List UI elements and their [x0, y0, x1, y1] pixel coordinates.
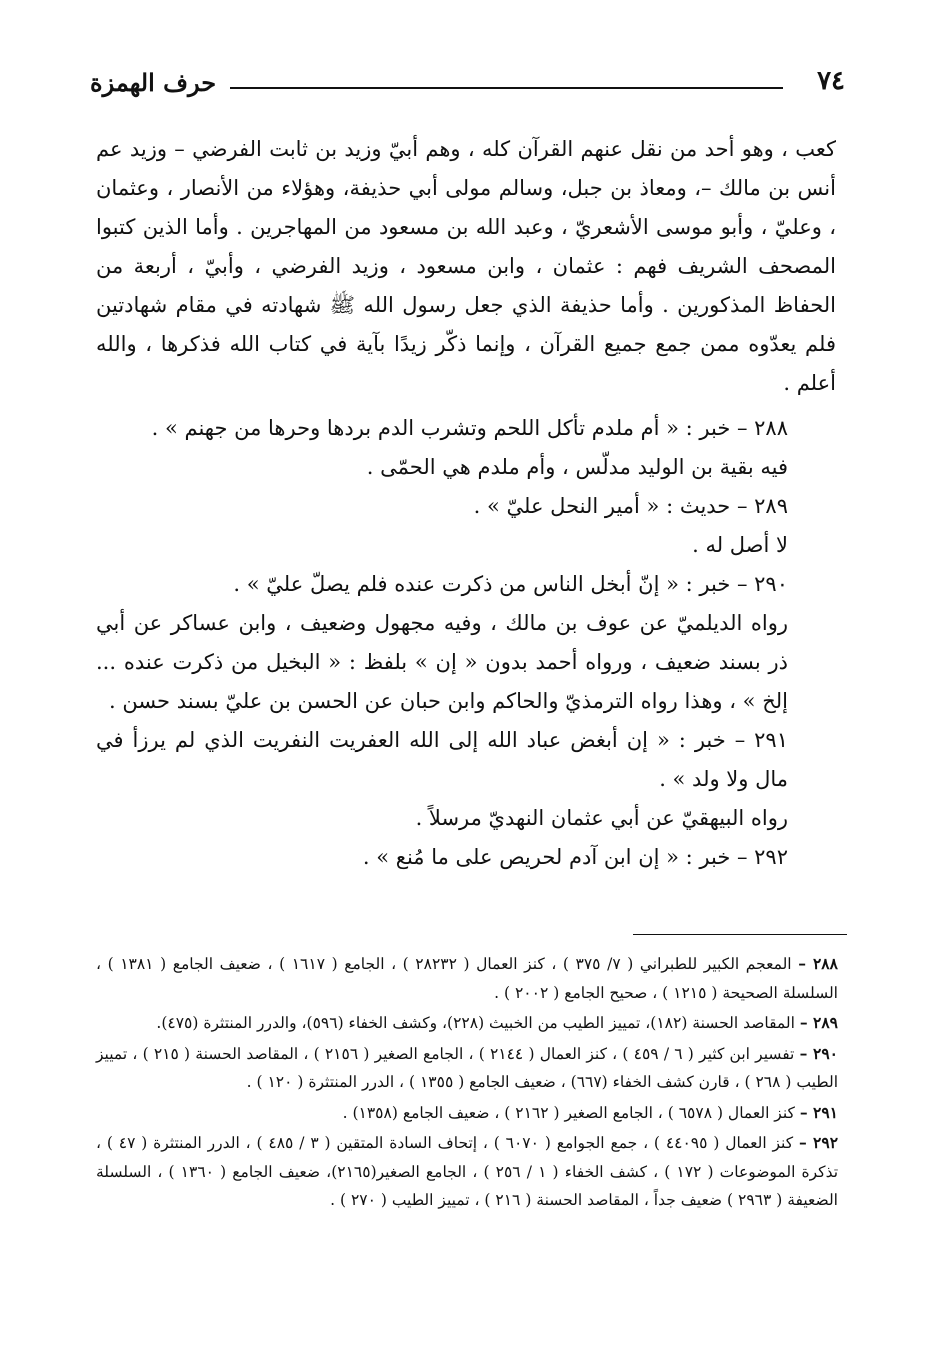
footnote-number: ٢٩٢ – [798, 1133, 839, 1152]
footnote-number: ٢٨٩ – [799, 1013, 838, 1032]
footnote-291 [96, 1099, 838, 1128]
footnote-number: ٢٩١ – [799, 1102, 838, 1122]
footnote-288 [96, 950, 838, 1007]
footnote-289 [96, 1009, 838, 1038]
footnote-292 [96, 1129, 838, 1215]
main-text [96, 130, 836, 877]
intro-paragraph: كعب ، وهو أحد من نقل عنهم القرآن كله ، وهم أبيّ وزيد بن ثابت الفرضي – وزيد عم أنس بن مالك –، ومعاذ بن جبل، وسالم مولى أبي حذيفة، وهؤلاء من الأنصار ، وعثمان ، وعليّ ، وأبو موسى الأشعريّ ، وعبد الله بن مسعود من المهاجرين . وأما الذين كتبوا المصحف الشريف فهم : عثمان ، وابن مسعود ، وزيد الفرضي ، وأبيّ ، أربعة من الحفاظ المذكورين . وأما حذيفة الذي جعل رسول الله ﷺ شهادته في مقام شهادتين فلم يعدّوه ممن جمع جميع القرآن ، وإنما ذكّر زيدًا بآية في كتاب الله فذكرها ، والله أعلم . [96, 137, 836, 395]
footnote-text: كنز العمال ( ٤٤٠٩٥ ) ، جمع الجوامع ( ٦٠٧٠ ) ، إتحاف السادة المتقين ( ٣ / ٤٨٥ ) ، الدرر المنتثرة ( ٤٧ ) ، تذكرة الموضوعات ( ١٧٢ ) ، كشف الخفاء ( ١ / ٢٥٦ ) ، الجامع الصغير(٢١٦٥)، ضعيف الجامع ( ١٣٦٠ ) ، السلسلة الضعيفة ( ٢٩٦٣ ) ضعيف جداً ، المقاصد الحسنة ( ٢١٦ ) ، تمييز الطيب ( ٢٧٠ ) . [96, 1134, 839, 1209]
entry-291-commentary: رواه البيهقيّ عن أبي عثمان النهديّ مرسلاً . [415, 806, 788, 830]
footnote-separator [633, 934, 847, 935]
entry-288-hadith: ٢٨٨ – خبر : « أم ملدم تأكل اللحم وتشرب الدم بردها وحرها من جهنم » . [151, 416, 788, 440]
footnote-number: ٢٩٠ – [799, 1043, 838, 1063]
chapter-title: حرف الهمزة [90, 68, 217, 97]
footnote-text: المعجم الكبير للطبراني ( ٧/ ٣٧٥ ) ، كنز العمال ( ٢٨٢٣٢ ) ، الجامع ( ١٦١٧ ) ، ضعيف الجامع ( ١٣٨١ ) ، السلسلة الصحيحة ( ١٢١٥ ) ، صحيح الجامع ( ٢٠٠٢ ) . [96, 955, 838, 1002]
footnote-290 [96, 1040, 838, 1097]
page-number: ٧٤ [817, 66, 845, 96]
entry-289-hadith: ٢٨٩ – حديث : « أمير النحل عليّ » . [473, 494, 788, 518]
footnote-text: المقاصد الحسنة (١٨٢)، تمييز الطيب من الخبيث (٢٢٨)، وكشف الخفاء (٥٩٦)، والدرر المنتثرة (٤٧٥). [156, 1014, 795, 1032]
footnote-text: كنز العمال ( ٦٥٧٨ ) ، الجامع الصغير ( ٢١٦٢ ) ، ضعيف الجامع (١٣٥٨) . [342, 1103, 795, 1122]
footnotes [96, 950, 838, 1217]
entry-291-hadith: ٢٩١ – خبر : « إن أبغض عباد الله إلى الله العفريت النفريت الذي لم يرزأ في مال ولا ولد » . [96, 728, 788, 791]
entry-290-hadith: ٢٩٠ – خبر : « إنّ أبخل الناس من ذكرت عنده فلم يصلّ عليّ » . [233, 572, 788, 596]
footnote-number: ٢٨٨ – [798, 954, 838, 973]
entry-288-note: فيه بقية بن الوليد مدلّس ، وأم ملدم هي الحمّى . [366, 455, 788, 479]
entry-290-commentary: رواه الديلميّ عن عوف بن مالك ، وفيه مجهول وضعيف ، وابن عساكر عن أبي ذر بسند ضعيف ، ورواه أحمد بدون « إن » بلفظ : « البخيل من ذكرت عنده ... إلخ » ، وهذا رواه الترمذيّ والحاكم وابن حبان عن الحسن بن عليّ بسند حسن . [96, 611, 788, 713]
footnote-text: تفسير ابن كثير ( ٦ / ٤٥٩ ) ، كنز العمال ( ٢١٤٤ ) ، الجامع الصغير ( ٢١٥٦ ) ، المقاصد الحسنة ( ٢١٥ ) ، تمييز الطيب ( ٢٦٨ ) ، قارن كشف الخفاء (٦٦٧) ، ضعيف الجامع ( ١٣٥٥ ) ، الدرر المنتثرة ( ١٢٠ ) . [96, 1044, 838, 1091]
page-header [90, 66, 845, 106]
header-rule [230, 87, 783, 89]
entry-289-note: لا أصل له . [692, 533, 788, 557]
entry-292-hadith: ٢٩٢ – خبر : « إن ابن آدم لحريص على ما مُنع » . [362, 845, 788, 869]
